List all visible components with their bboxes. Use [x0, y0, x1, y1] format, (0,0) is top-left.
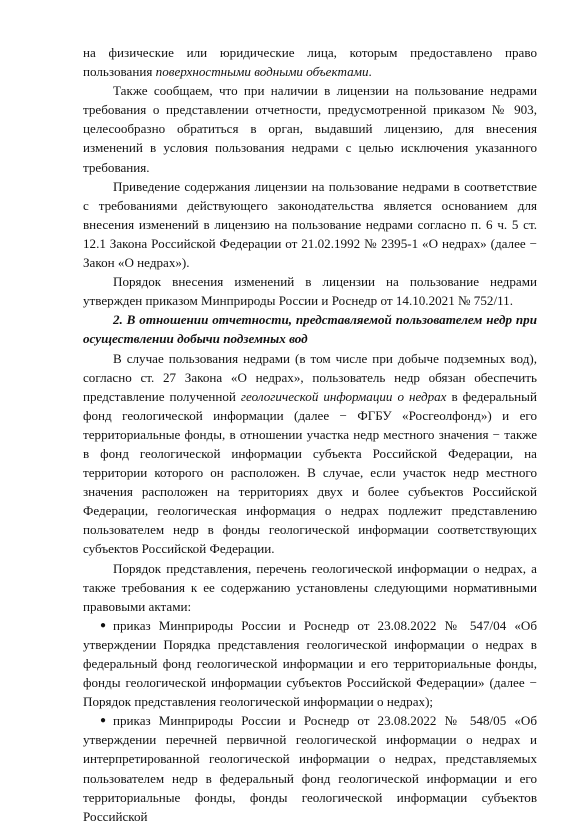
list-item — [83, 616, 537, 711]
paragraph-regulatory-acts: Порядок представления, перечень геологической информации о недрах, а также требования к ее содержанию установлены следующими нормативными правовыми актами: — [83, 560, 537, 614]
list-item-text: приказ Минприроды России и Роснедр от 23.08.2022 № 548/05 «Об утверждении перечней первичной геологической информации о недрах и интерпретированной геологической информации о недрах, представляемых пользователем недр в федеральный фонд геологической информации и его территориальные фонды, фонды геологической информации субъектов Российской — [83, 713, 537, 824]
paragraph-subsoil-user-obligation — [83, 349, 537, 559]
paragraph-text: на физические или юридические лица, которым предоставлено право пользования — [83, 45, 537, 80]
section-heading: 2. В отношении отчетности, представляемой пользователем недр при осуществлении добычи подземных вод — [83, 312, 537, 347]
italic-term: геологической информации о недрах — [240, 388, 447, 404]
paragraph-text: в федеральный фонд геологической информации (далее − ФГБУ «Росгеолфонд») и его территориальные фонды, в отношении участка недр местного значения − также в фонд геологической информации субъекта Российской Федерации, на территории которого он расположен. В случае, если участок недр местного значения расположен на территориях двух и более субъектов Российской Федерации, геологическая информация о недрах подлежит представлению пользователем недр в фонды геологической информации соответствующих субъектов Российской Федерации. — [83, 388, 537, 557]
bullet-icon: ● — [100, 715, 107, 727]
paragraph-continuation — [83, 43, 537, 81]
list-item — [83, 711, 537, 826]
list-item-text: приказ Минприроды России и Роснедр от 23.08.2022 № 547/04 «Об утверждении Порядка представления геологической информации о недрах в федеральный фонд геологической информации и его территориальные фонды, фонды геологической информации субъектов Российской Федерации» (далее − Порядок представления геологической информации о недрах); — [83, 617, 537, 710]
paragraph-text: В случае пользования недрами (в том числе при добыче подземных вод), согласно ст. 27 Закона «О недрах», пользователь недр обязан обеспечить представление полученной — [83, 350, 537, 404]
italic-term: поверхностными водными объектами — [155, 64, 369, 80]
document-page — [83, 43, 537, 826]
paragraph-amendment-procedure: Порядок внесения изменений в лицензии на пользование недрами утвержден приказом Минприроды России и Роснедр от 14.10.2021 № 752/11. — [83, 274, 537, 309]
bullet-icon: ● — [100, 619, 107, 631]
paragraph-text: . — [368, 64, 372, 80]
paragraph-license-reporting: Также сообщаем, что при наличии в лицензии на пользование недрами требования о представлении отчетности, предусмотренной приказом № 903, целесообразно обратиться в орган, выдавший лицензию, для внесения изменений в условия пользования недрами с целью исключения указанного требования. — [83, 83, 537, 175]
paragraph-license-amendment: Приведение содержания лицензии на пользование недрами в соответствие с требованиями действующего законодательства является основанием для внесения изменений в лицензию на пользование недрами согласно п. 6 ч. 5 ст. 12.1 Закона Российской Федерации от 21.02.1992 № 2395-1 «О недрах» (далее − Закон «О недрах»). — [83, 178, 537, 271]
